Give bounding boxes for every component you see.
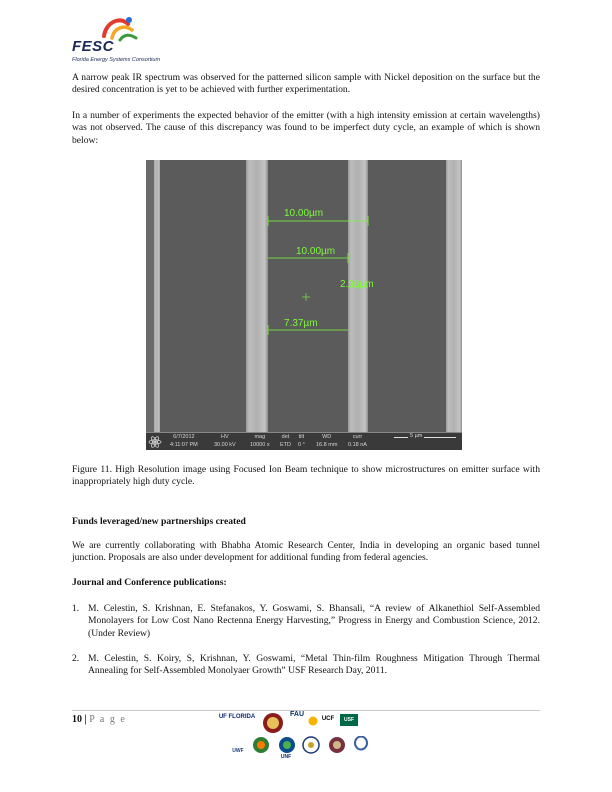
fsu-seal-icon [328,736,346,754]
paragraph-ir-spectrum: A narrow peak IR spectrum was observed for the patterned silicon sample with Nickel deposition on the surface but the desired concentration is yet to be achieved with further experimentation. [72,72,540,96]
paragraph-duty-cycle: In a number of experiments the expected behavior of the emitter (with a high intensity emission at certain wavelengths) was not observed. The cause of this discrepancy was found to be imperfect duty cycle, an example of which is shown below: [72,110,540,146]
fesc-logo [70,14,200,63]
publication-item [72,653,540,678]
info-det: det ETD [280,434,291,448]
info-curr: curr 0.18 nA [348,434,367,448]
publication-number: 2. [72,652,80,664]
fei-atom-icon [148,435,162,449]
scale-label: 5 µm [410,433,423,439]
usf-logo: USF [340,714,358,726]
publication-text: M. Celestin, S. Krishnan, E. Stefanakos, Y. Goswami, S. Bhansali, “A review of Alkanethiol Self-Assembled Monolayers for Low Cost Nano Rectenna Energy Harvesting,” Progress in Energy and Combustion Science, 2012. (Under Review) [88,603,540,639]
publication-number: 1. [72,603,80,614]
fau-logo: FAU [290,711,304,718]
measure-label-2: 10.00µm [296,246,336,257]
funds-paragraph: We are currently collaborating with Bhabha Atomic Research Center, India in developing an organic based tunnel junction. Proposals are also under development for additional funding from federal agencies. [72,540,540,564]
fgcu-seal-icon [278,736,296,754]
measure-label-1: 10.00µm [284,208,324,219]
uf-logo: UF FLORIDA [218,714,256,720]
ucf-pegasus-icon [308,716,318,726]
publication-item [72,603,540,640]
publications-heading: Journal and Conference publications: [72,577,227,588]
publication-list [72,603,540,677]
measure-label-4: 7.37µm [284,318,318,329]
sem-figure [146,160,462,450]
logo-subtitle: Florida Energy Systems Consortium [72,57,161,63]
publication-text: M. Celestin, S. Koiry, S, Krishnan, Y. Goswami, “Metal Thin-film Roughness Mitigation Through Thermal Annealing for Self-Assembled Monolyaer Growth” USF Research Day, 2011. [88,652,540,677]
scale-bar [394,437,456,438]
figure-caption: Figure 11. High Resolution image using Focused Ion Beam technique to show microstructures on emitter surface with inappropriately high duty cycle. [72,464,540,488]
info-wd: WD 16.8 mm [316,434,338,448]
footer-divider [72,710,540,711]
polytechnic-logo-icon [354,736,368,754]
info-date: 6/7/2012 4:11:07 PM [170,434,198,448]
info-mag: mag 10000 x [250,434,270,448]
logo-word: FESC [72,38,115,55]
page-number: 10 | P a g e [72,714,127,725]
fiu-seal-icon [302,736,320,754]
info-tilt: tilt 0 ° [298,434,305,448]
university-seal-icon [262,712,284,734]
uwf-logo: UWF [232,748,244,754]
famu-seal-icon [252,736,270,754]
ucf-logo: UCF [321,716,335,722]
measure-label-3: 2.96µm [340,279,374,290]
funds-heading: Funds leveraged/new partnerships created [72,516,246,527]
unf-logo: UNF [280,754,292,760]
info-hv: HV 30.00 kV [214,434,236,448]
sem-image [146,160,462,432]
sem-info-bar [146,432,462,450]
